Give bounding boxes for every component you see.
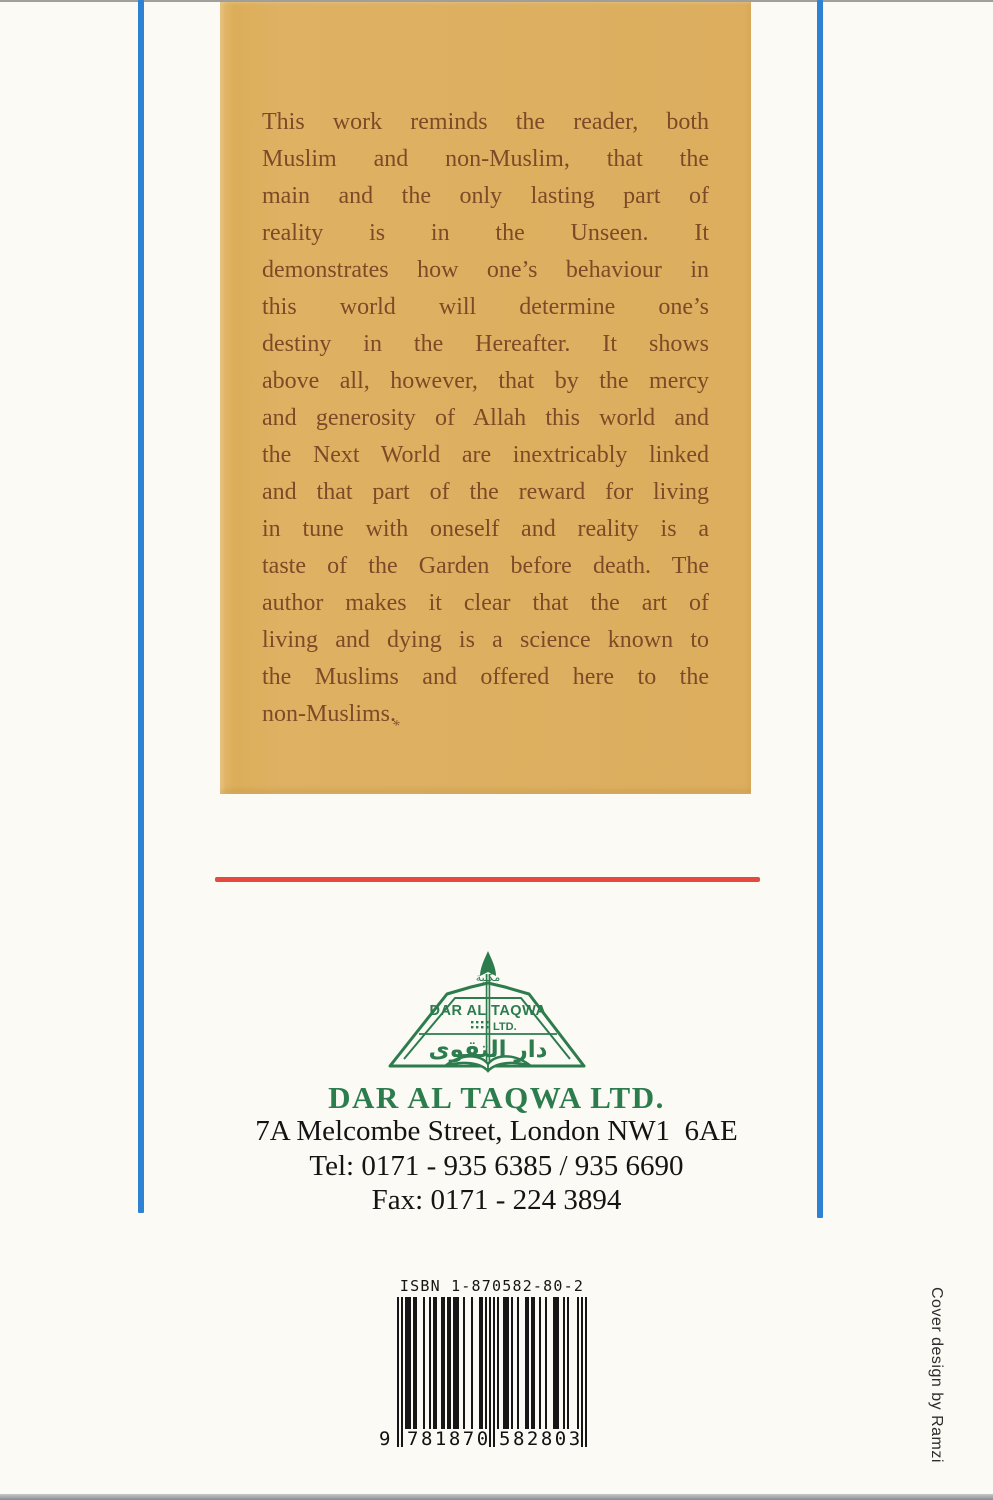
- isbn-barcode: [379, 1277, 587, 1450]
- publisher-fax: Fax: 0171 - 224 3894: [371, 1184, 622, 1216]
- logo-arabic-main: دار التقوى: [428, 1037, 548, 1063]
- right-blue-rule: [817, 0, 823, 1218]
- publisher-telephone: Tel: 0171 - 935 6385 / 935 6690: [309, 1150, 684, 1182]
- blurb-line: This work reminds the reader, both: [262, 109, 709, 135]
- blurb-line: in tune with oneself and reality is a: [262, 516, 709, 542]
- logo-arabic-top: مكتبة: [475, 971, 501, 984]
- blurb-line: above all, however, that by the mercy: [262, 368, 709, 394]
- blurb-line: the Muslims and offered here to the: [262, 664, 709, 690]
- scan-bottom-edge: [0, 1494, 993, 1500]
- blurb-line: author makes it clear that the art of: [262, 590, 709, 616]
- blurb-line: living and dying is a science known to: [262, 627, 709, 653]
- logo-name-en: DAR AL TAQWA: [429, 1003, 547, 1019]
- left-blue-rule: [138, 0, 144, 1213]
- blurb-line: destiny in the Hereafter. It shows: [262, 331, 709, 357]
- red-divider-line: [215, 877, 760, 882]
- blurb-line: taste of the Garden before death. The: [262, 553, 709, 579]
- cover-design-credit: Cover design by Ramzi: [928, 1287, 945, 1463]
- publisher-address: 7A Melcombe Street, London NW1 6AE: [255, 1115, 738, 1147]
- isbn-label: ISBN 1-870582-80-2: [399, 1277, 585, 1295]
- barcode-digits-right: 582803: [499, 1428, 583, 1450]
- publisher-name: DAR AL TAQWA LTD.: [328, 1080, 665, 1115]
- barcode-digits: [379, 1428, 587, 1450]
- blurb-text: [262, 104, 709, 733]
- logo-ltd: LTD.: [493, 1021, 517, 1033]
- blurb-line: and that part of the reward for living: [262, 479, 709, 505]
- barcode-digits-left: 781870: [407, 1428, 491, 1450]
- blurb-line: and generosity of Allah this world and: [262, 405, 709, 431]
- blurb-line: main and the only lasting part of: [262, 183, 709, 209]
- footnote-mark: *: [390, 717, 402, 735]
- blurb-line: Muslim and non-Muslim, that the: [262, 146, 709, 172]
- blurb-panel: [220, 2, 751, 794]
- blurb-line: demonstrates how one’s behaviour in: [262, 257, 709, 283]
- publisher-logo: [387, 950, 587, 1080]
- blurb-line: this world will determine one’s: [262, 294, 709, 320]
- barcode-digit-first: 9: [379, 1428, 391, 1450]
- barcode-bars: [379, 1297, 587, 1450]
- blurb-line: reality is in the Unseen. It: [262, 220, 709, 246]
- blurb-line: the Next World are inextricably linked: [262, 442, 709, 468]
- blurb-line: non-Muslims.: [262, 701, 397, 727]
